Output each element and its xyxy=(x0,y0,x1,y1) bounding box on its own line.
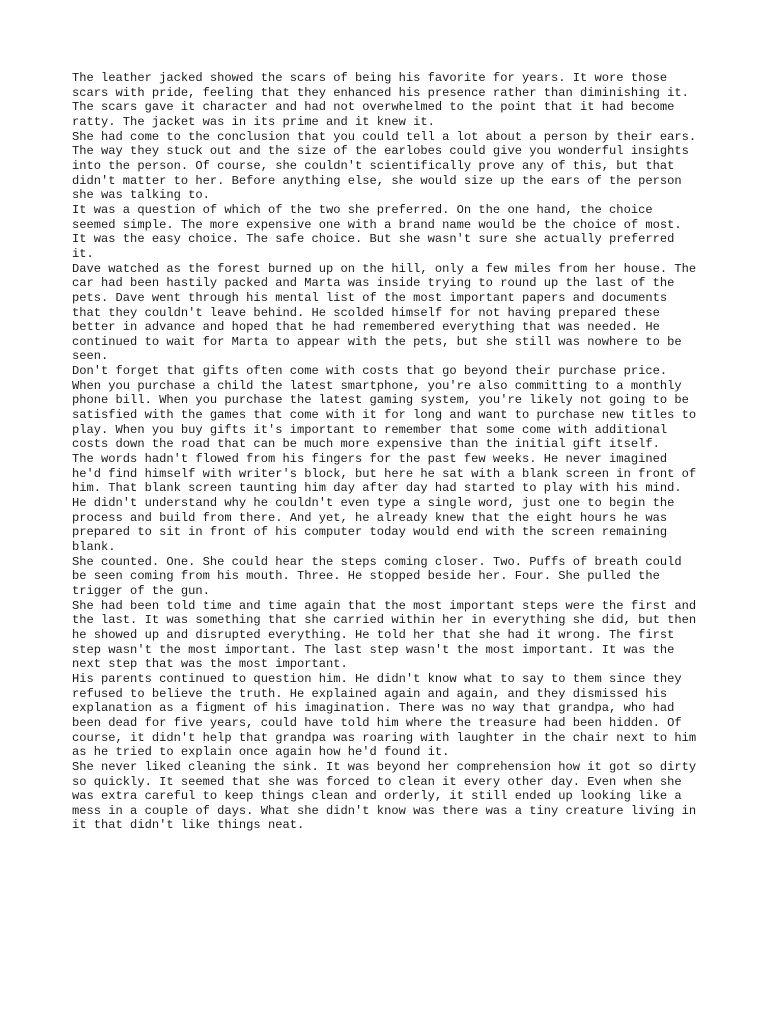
paragraph: She had been told time and time again that the most important steps were the first and the last. It was something that she carried within her in everything she did, but then he showed up and disrupted everything. He told her that she had it wrong. The first step wasn't the most important. The last step wasn't the most important. It was the next step that was the most important. xyxy=(72,598,704,672)
document-body xyxy=(72,71,702,833)
paragraph: His parents continued to question him. He didn't know what to say to them since they refused to believe the truth. He explained again and again, and they dismissed his explanation as a figment of his imagination. There was no way that grandpa, who had been dead for five years, could have told him where the treasure had been hidden. Of course, it didn't help that grandpa was roaring with laughter in the chair next to him as he tried to explain once again how he'd found it. xyxy=(72,671,704,760)
paragraph: She had come to the conclusion that you could tell a lot about a person by their ears. The way they stuck out and the size of the earlobes could give you wonderful insights into the person. Of course, she couldn't scientifically prove any of this, but that didn't matter to her. Before anything else, she would size up the ears of the person she was talking to. xyxy=(72,129,704,203)
paragraph: Dave watched as the forest burned up on the hill, only a few miles from her house. The car had been hastily packed and Marta was inside trying to round up the last of the pets. Dave went through his mental list of the most important papers and documents that they couldn't leave behind. He scolded himself for not having prepared these better in advance and hoped that he had remembered everything that was needed. He continued to wait for Marta to appear with the pets, but she still was nowhere to be seen. xyxy=(72,261,704,364)
paragraph: It was a question of which of the two she preferred. On the one hand, the choice seemed simple. The more expensive one with a brand name would be the choice of most. It was the easy choice. The safe choice. But she wasn't sure she actually preferred it. xyxy=(72,202,689,261)
paragraph: The leather jacked showed the scars of being his favorite for years. It wore those scars with pride, feeling that they enhanced his presence rather than diminishing it. The scars gave it character and had not overwhelmed to the point that it had become ratty. The jacket was in its prime and it knew it. xyxy=(72,71,697,129)
paragraph: She never liked cleaning the sink. It was beyond her comprehension how it got so dirty so quickly. It seemed that she was forced to clean it every other day. Even when she was extra careful to keep things clean and orderly, it still ended up looking like a mess in a couple of days. What she didn't know was there was a tiny creature living in it that didn't like things neat. xyxy=(72,759,704,833)
paragraph: The words hadn't flowed from his fingers for the past few weeks. He never imagined he'd find himself with writer's block, but here he sat with a blank screen in front of him. That blank screen taunting him day after day had started to play with his mind. He didn't understand why he couldn't even type a single word, just one to begin the process and build from there. And yet, he already knew that the eight hours he was prepared to sit in front of his computer today would end with the screen remaining blank. xyxy=(72,452,704,554)
paragraph: She counted. One. She could hear the steps coming closer. Two. Puffs of breath could be seen coming from his mouth. Three. He stopped beside her. Four. She pulled the trigger of the gun. xyxy=(72,554,689,598)
paragraph: Don't forget that gifts often come with costs that go beyond their purchase price. When you purchase a child the latest smartphone, you're also committing to a monthly phone bill. When you purchase the latest gaming system, you're likely not going to be satisfied with the games that come with it for long and want to purchase new titles to play. When you buy gifts it's important to remember that some come with additional costs down the road that can be much more expensive than the initial gift itself. xyxy=(72,364,704,452)
